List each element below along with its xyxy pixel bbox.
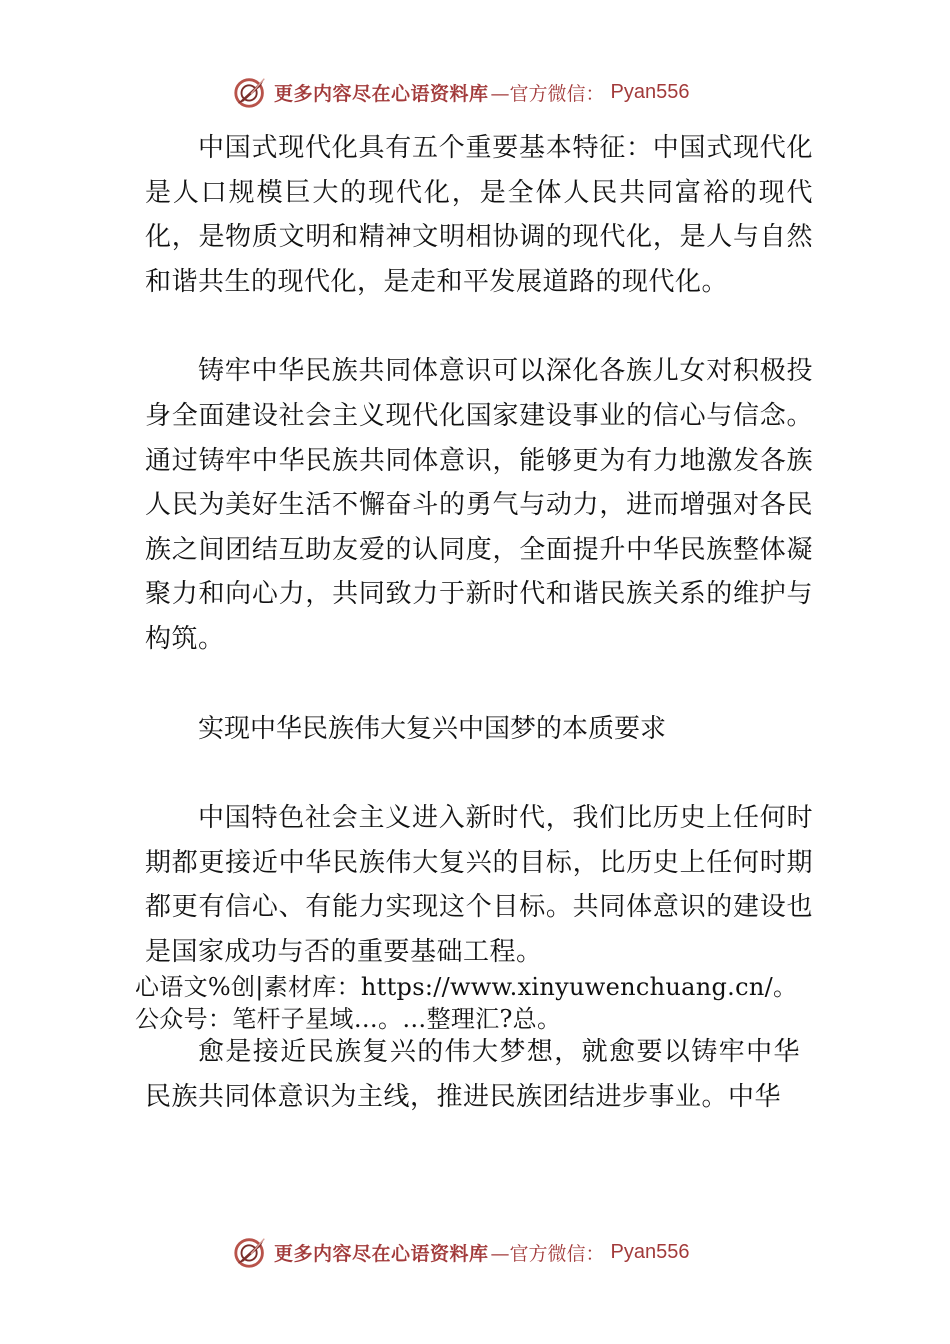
paragraph-gap <box>145 751 813 796</box>
header-brand-text: 更多内容尽在心语资料库 <box>274 82 489 105</box>
header-banner <box>232 72 752 112</box>
watermark-insert-line-2: 公众号：笔杆子星域…。…整理汇?总。 <box>135 1005 562 1033</box>
watermark-insert-line-1: 心语文%创|素材库：https://www.xinyuwenchuang.cn/。 <box>135 973 798 1001</box>
paragraph-modernization-features: 中国式现代化具有五个重要基本特征：中国式现代化是人口规模巨大的现代化，是全体人民共同富裕的现代化，是物质文明和精神文明相协调的现代化，是人与自然和谐共生的现代化，是走和平发展道路的现代化。 <box>145 133 813 297</box>
header-wechat-label: —官方微信： <box>490 82 605 105</box>
section-heading: 实现中华民族伟大复兴中国梦的本质要求 <box>198 713 667 744</box>
quill-ribbon-logo-icon <box>232 1233 270 1271</box>
footer-wechat-label: —官方微信： <box>490 1242 605 1265</box>
paragraph-gap <box>145 662 813 707</box>
footer-wechat-id: Pyan556 <box>610 1240 690 1263</box>
paragraph-national-rejuvenation: 愈是接近民族复兴的伟大梦想，就愈要以铸牢中华民族共同体意识为主线，推进民族团结进步事业。中华 <box>145 1037 800 1112</box>
paragraph-gap <box>145 304 813 349</box>
header-wechat-id: Pyan556 <box>610 80 690 103</box>
quill-ribbon-logo-icon <box>232 73 270 111</box>
document-body <box>145 126 813 975</box>
paragraph-new-era: 中国特色社会主义进入新时代，我们比历史上任何时期都更接近中华民族伟大复兴的目标，比历史上任何时期都更有信心、有能力实现这个目标。共同体意识的建设也是国家成功与否的重要基础工程。 <box>145 803 813 967</box>
footer-banner <box>232 1232 752 1272</box>
footer-brand-text: 更多内容尽在心语资料库 <box>274 1242 489 1265</box>
paragraph-community-consciousness: 铸牢中华民族共同体意识可以深化各族儿女对积极投身全面建设社会主义现代化国家建设事业的信心与信念。通过铸牢中华民族共同体意识，能够更为有力地激发各族人民为美好生活不懈奋斗的勇气与动力，进而增强对各民族之间团结互助友爱的认同度，全面提升中华民族整体凝聚力和向心力，共同致力于新时代和谐民族关系的维护与构筑。 <box>145 356 813 654</box>
